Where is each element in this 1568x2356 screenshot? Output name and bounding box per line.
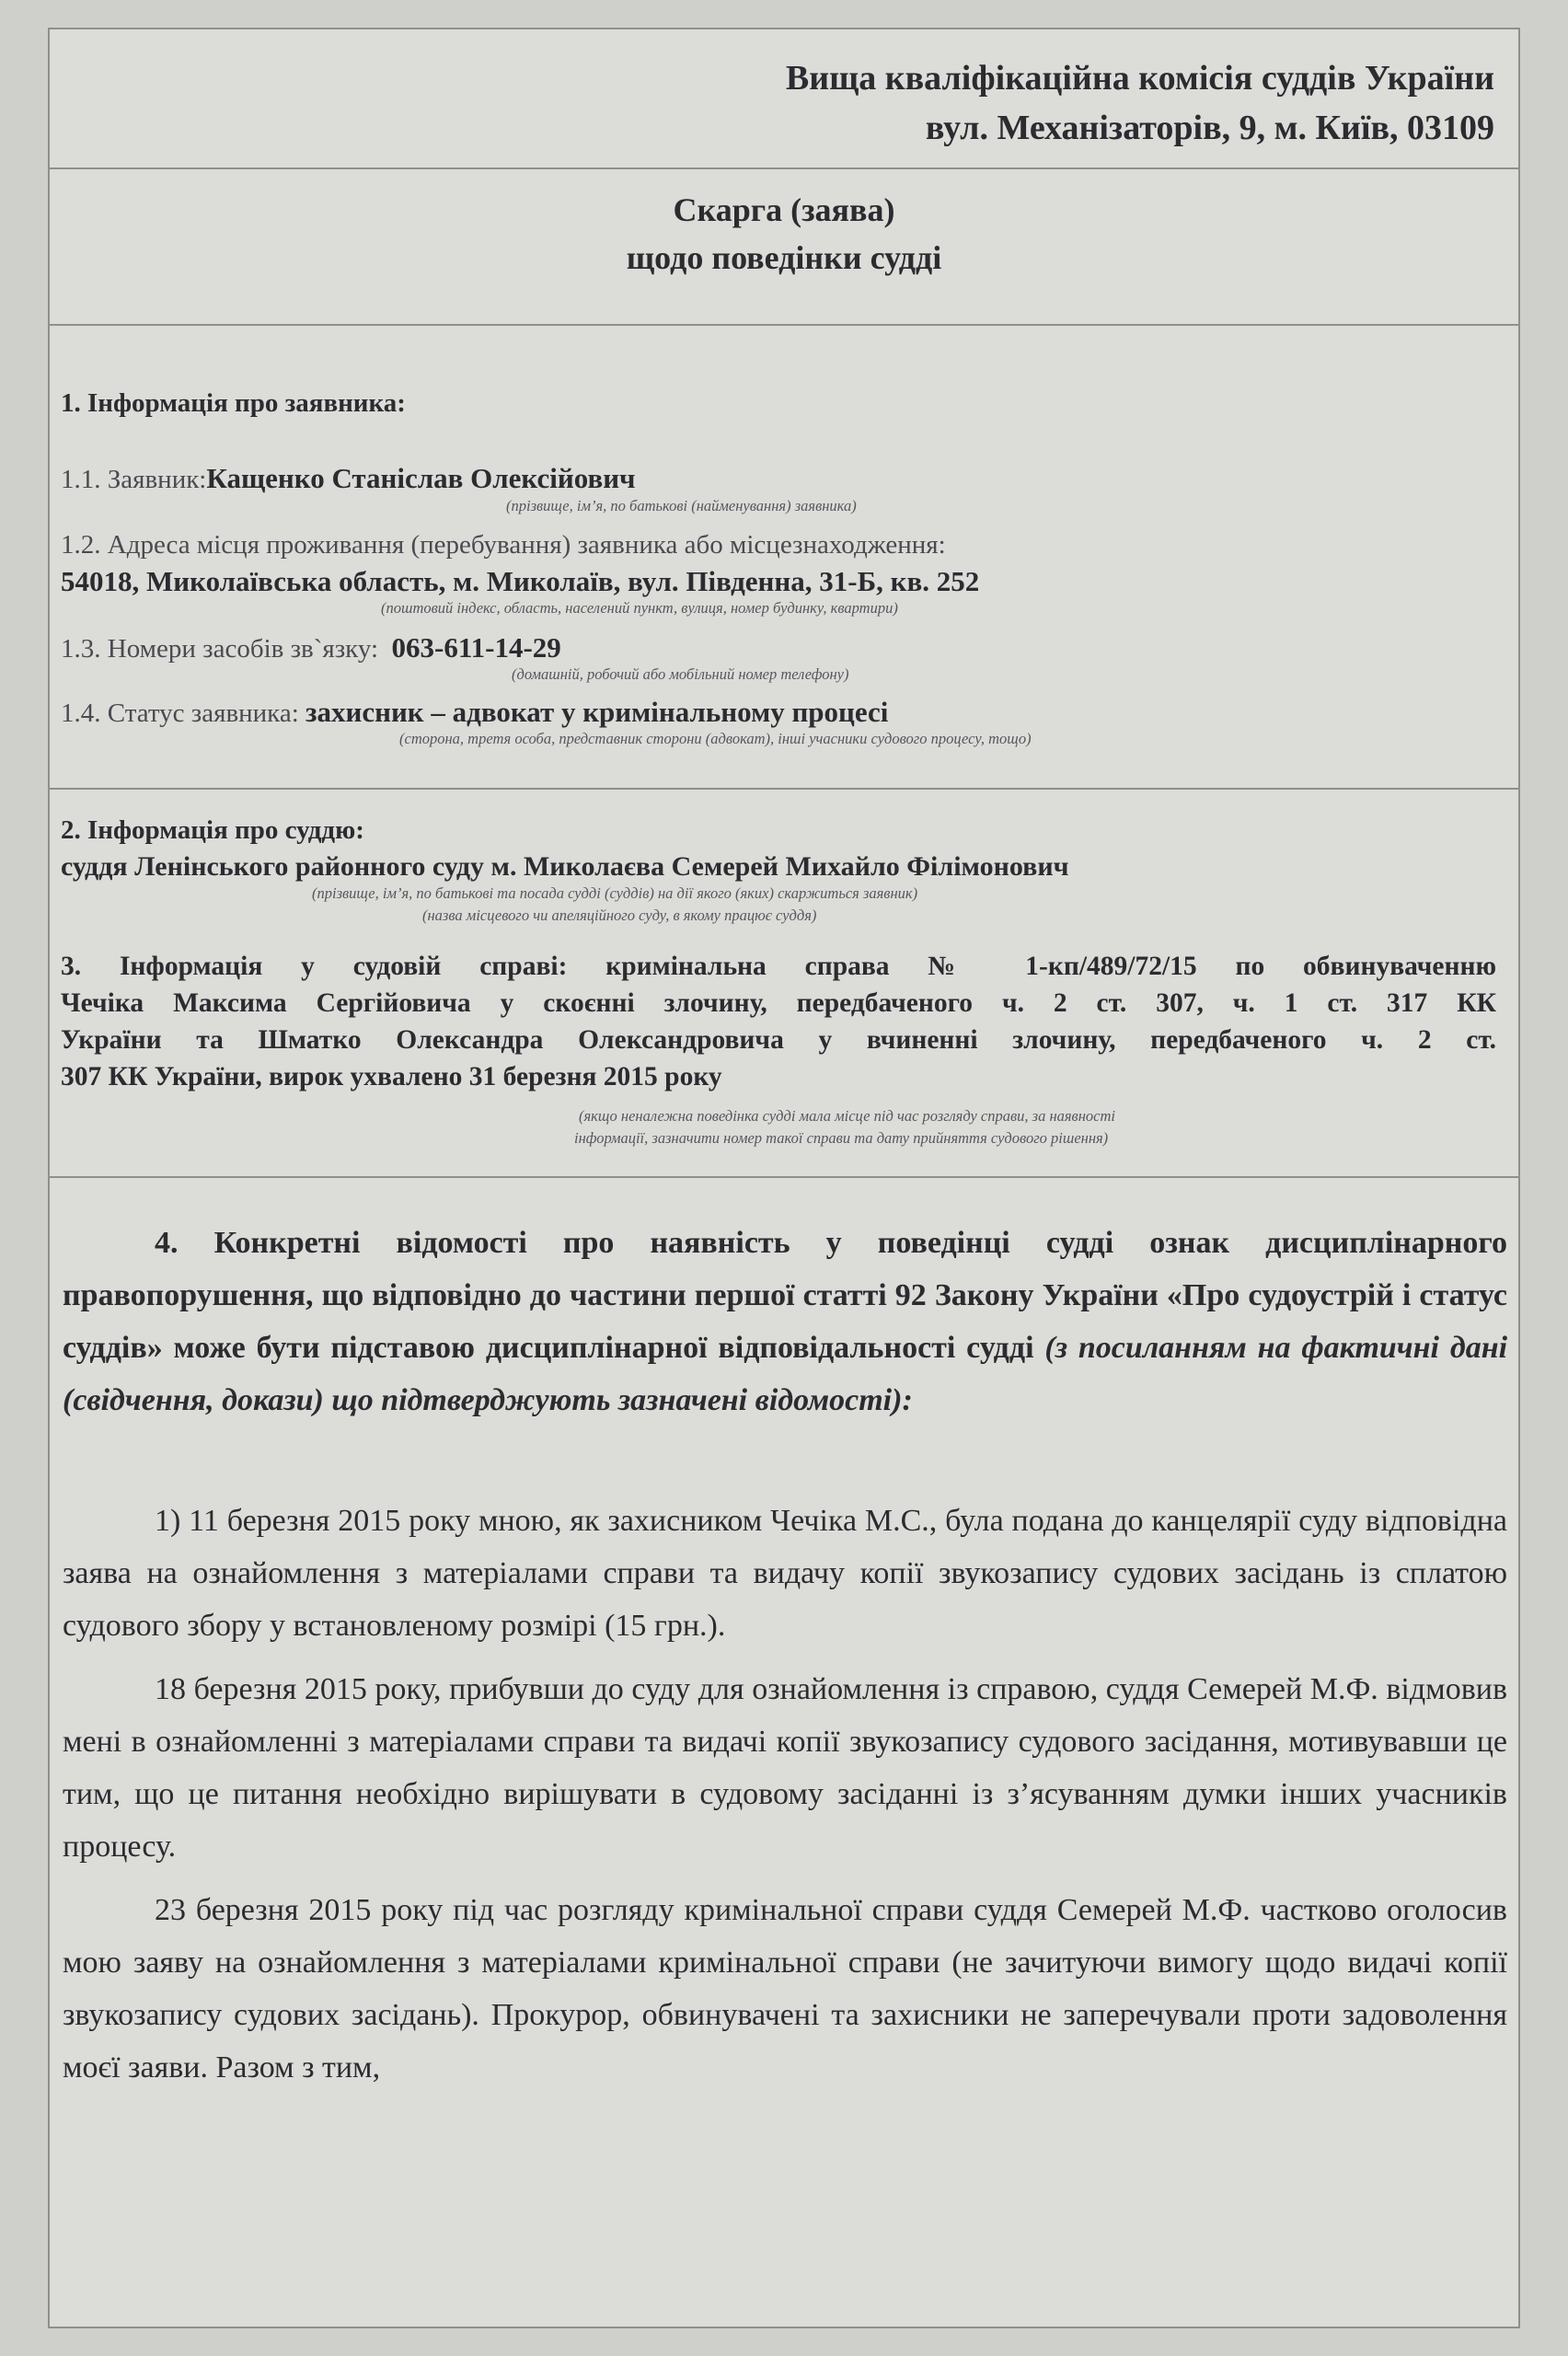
section3-line-2: Чечіка Максима Сергійовича у скоєнні злочину, передбаченого ч. 2 ст. 307, ч. 1 ст. 317 КК [61, 988, 1496, 1018]
section4-intro-italic: (з посиланням на фактичні дані (свідчення, докази) що підтверджують зазначені відомості): [63, 1331, 1508, 1417]
field-1-3-value: 063-611-14-29 [391, 631, 561, 664]
section2-value: суддя Ленінського районного суду м. Миколаєва Семерей Михайло Філімонович [61, 851, 1069, 882]
document-title [50, 186, 1518, 282]
field-1-1 [61, 460, 636, 498]
field-1-2-label: 1.2. Адреса місця проживання (перебування) заявника або місцезнаходження: [61, 530, 946, 560]
section3-block [61, 948, 1496, 1095]
section4-intro-bold: 4. Конкретні відомості про наявність у поведінці судді ознак дисциплінарного правопорушення, що відповідно до частини першої статті 92 Закону України «Про судоустрій і статус суддів» може бути підставою дисциплінарної відповідальності судді [63, 1226, 1507, 1365]
field-1-2-value: 54018, Миколаївська область, м. Миколаїв, вул. Південна, 31-Б, кв. 252 [61, 565, 980, 597]
addressee-address: вул. Механізаторів, 9, м. Київ, 03109 [925, 109, 1494, 147]
field-1-4-hint: (сторона, третя особа, представник сторони (адвокат), інші учасники судового процесу, тощо) [399, 730, 1032, 747]
section1-heading: 1. Інформація про заявника: [61, 388, 406, 418]
divider [50, 788, 1518, 790]
section3-hint-1: (якщо неналежна поведінка судді мала місце під час розгляду справи, за наявності [579, 1107, 1115, 1125]
section3-line-3: України та Шматко Олександра Олександровича у вчиненні злочину, передбаченого ч. 2 ст. [61, 1025, 1496, 1055]
field-1-3-hint: (домашній, робочий або мобільний номер телефону) [512, 665, 849, 683]
field-1-4 [61, 694, 888, 732]
divider [50, 167, 1518, 169]
section3-line-4: 307 КК України, вирок ухвалено 31 березня 2015 року [61, 1062, 722, 1091]
addressee-block [648, 53, 1494, 153]
title-line-2: щодо поведінки судді [626, 239, 942, 276]
section4-intro [63, 1217, 1507, 1426]
paragraph-2: 18 березня 2015 року, прибувши до суду для ознайомлення із справою, суддя Семерей М.Ф. відмовив мені в ознайомленні з матеріалами справи та видачі копії звукозапису судового засідання, мотивувавши це тим, що це питання необхідно вирішувати в судовому засіданні із з’ясуванням думки інших учасників процесу. [63, 1672, 1507, 1864]
paragraph-3: 23 березня 2015 року під час розгляду кримінальної справи суддя Семерей М.Ф. частково оголосив мою заяву на ознайомлення з матеріалами кримінальної справи (не зачитуючи вимогу щодо видачі копії звукозапису судових засідань). Прокурор, обвинувачені та захисники не заперечували проти задоволення моєї заяви. Разом з тим, [63, 1893, 1507, 2085]
field-1-4-value: захисник – адвокат у кримінальному процесі [306, 696, 889, 728]
section2-hint-1: (прізвище, ім’я, по батькові та посада судді (суддів) на дії якого (яких) скаржиться заявник) [312, 884, 918, 902]
title-line-1: Скарга (заява) [673, 191, 895, 228]
field-1-2-hint: (поштовий індекс, область, населений пункт, вулиця, номер будинку, квартири) [381, 599, 898, 617]
field-1-3-label: 1.3. Номери засобів зв`язку: [61, 634, 379, 664]
field-1-3 [61, 629, 561, 667]
section2-heading: 2. Інформація про суддю: [61, 815, 364, 845]
field-1-4-label: 1.4. Статус заявника: [61, 699, 299, 728]
section2-hint-2: (назва місцевого чи апеляційного суду, в якому працює суддя) [422, 907, 817, 924]
section4-paragraphs [63, 1495, 1507, 2105]
section3-line-1: 3. Інформація у судовій справі: кримінальна справа № 1-кп/489/72/15 по обвинуваченню [61, 952, 1496, 981]
field-1-1-hint: (прізвище, ім’я, по батькові (найменування) заявника) [506, 497, 857, 514]
divider [50, 324, 1518, 326]
complaint-form [48, 28, 1520, 2328]
field-1-1-label: 1.1. Заявник: [61, 465, 207, 494]
addressee-org: Вища кваліфікаційна комісія суддів України [785, 59, 1494, 98]
field-1-1-value: Кащенко Станіслав Олексійович [206, 462, 636, 494]
divider [50, 1176, 1518, 1178]
paragraph-1: 1) 11 березня 2015 року мною, як захисником Чечіка М.С., була подана до канцелярії суду відповідна заява на ознайомлення з матеріалами справи та видачу копії звукозапису судових засідань із сплатою судового збору у встановленому розмірі (15 грн.). [63, 1504, 1507, 1643]
section3-hint-2: інформації, зазначити номер такої справи та дату прийняття судового рішення) [574, 1129, 1109, 1147]
